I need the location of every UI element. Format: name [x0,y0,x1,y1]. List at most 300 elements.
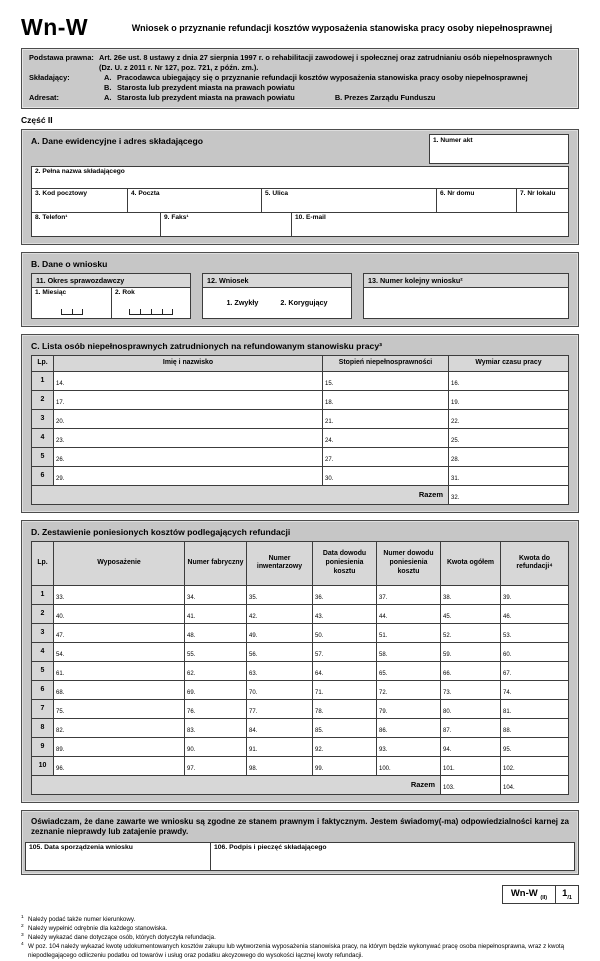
cell-number: 104. [503,784,515,791]
legal-submitter-item-b [99,83,571,93]
input-cell[interactable] [323,428,449,447]
footnote [21,934,579,943]
input-cell[interactable] [54,447,323,466]
table-row [32,447,569,466]
input-cell[interactable] [441,623,501,642]
email-field[interactable] [291,212,569,237]
input-cell[interactable] [54,756,185,775]
input-cell[interactable] [377,623,441,642]
footnote-marker: 1 [21,914,24,920]
fax-field[interactable] [160,212,292,237]
input-cell[interactable] [377,737,441,756]
cell-number: 97. [187,765,196,772]
item-text: Starosta lub prezydent miasta na prawach powiatu [117,82,295,92]
input-cell[interactable] [441,737,501,756]
table-row [32,699,569,718]
input-cell[interactable] [501,680,569,699]
cell-number: 83. [187,727,196,734]
legal-addressee-item-b: B. Prezes Zarządu Funduszu [334,92,436,102]
input-cell[interactable] [441,661,501,680]
row-number-cell: 2 [32,604,54,623]
table-header-row [32,541,569,585]
total-label: Razem [32,485,449,504]
row-number-cell: 1 [32,585,54,604]
row-number-cell: 1 [32,371,54,390]
legal-submitter-label: Składający: [29,72,70,82]
cell-number: 76. [187,708,196,715]
month-digit-comb[interactable] [61,309,83,315]
input-cell[interactable] [247,642,313,661]
legal-info-box [21,48,579,109]
input-cell[interactable] [247,680,313,699]
input-cell[interactable] [313,680,377,699]
table-row [32,718,569,737]
column-header: Data dowodu poniesienia kosztu [313,541,377,585]
section-d-table [31,541,569,795]
input-cell[interactable] [185,699,247,718]
input-cell[interactable] [185,623,247,642]
digit-box [72,309,83,315]
input-cell[interactable] [449,409,569,428]
section-b [21,252,579,327]
table-row [32,409,569,428]
cell-number: 101. [443,765,455,772]
input-cell[interactable] [54,604,185,623]
total-row [32,485,569,504]
row-number-cell: 6 [32,680,54,699]
cell-number: 71. [315,689,324,696]
cell-number: 94. [443,746,452,753]
input-cell[interactable] [449,466,569,485]
input-cell[interactable] [247,585,313,604]
input-cell[interactable] [377,661,441,680]
cell-number: 23. [56,437,65,444]
table-row [32,428,569,447]
input-cell[interactable] [323,371,449,390]
cell-number: 19. [451,399,460,406]
cell-number: 84. [249,727,258,734]
input-cell[interactable] [247,604,313,623]
column-header: Stopień niepełnosprawności [323,355,449,371]
cell-number: 35. [249,594,258,601]
footer-page-number [556,886,578,903]
legal-submitter-item-a [99,73,571,83]
cell-number: 79. [379,708,388,715]
cell-number: 29. [56,475,65,482]
postal-code-field[interactable] [31,188,128,213]
input-cell[interactable] [377,642,441,661]
input-cell[interactable] [54,585,185,604]
input-cell[interactable] [377,604,441,623]
row-number-cell: 2 [32,390,54,409]
input-cell[interactable] [323,390,449,409]
cell-number: 28. [451,456,460,463]
input-cell[interactable] [313,718,377,737]
input-cell[interactable] [441,718,501,737]
application-number-field[interactable] [364,288,568,318]
input-cell[interactable] [185,604,247,623]
cell-number: 103. [443,784,455,791]
footnotes [21,916,579,961]
row-number-cell: 3 [32,409,54,428]
input-cell[interactable] [377,699,441,718]
cell-number: 44. [379,613,388,620]
field-label: 106. Podpis i pieczęć składającego [214,843,327,851]
input-cell[interactable] [54,642,185,661]
month-field[interactable] [32,288,111,318]
input-cell[interactable] [247,718,313,737]
year-digit-comb[interactable] [129,309,173,315]
input-cell[interactable] [323,447,449,466]
cell-number: 89. [56,746,65,753]
input-cell[interactable] [313,604,377,623]
column-header: Lp. [32,355,54,371]
section-b-title: B. Dane o wniosku [31,258,108,269]
field-label: 3. Kod pocztowy [35,189,88,197]
cell-number: 42. [249,613,258,620]
input-cell[interactable] [441,699,501,718]
input-cell[interactable] [441,642,501,661]
digit-box [129,309,140,315]
column-header: Numer inwentarzowy [247,541,313,585]
item-letter: B. [104,82,112,92]
cell-number: 16. [451,380,460,387]
cell-number: 60. [503,651,512,658]
cell-number: 41. [187,613,196,620]
input-cell[interactable] [54,428,323,447]
cell-number: 20. [56,418,65,425]
section-a-header [31,133,569,167]
input-cell[interactable] [501,604,569,623]
cell-number: 33. [56,594,65,601]
input-cell[interactable] [185,680,247,699]
input-cell[interactable] [54,623,185,642]
input-cell[interactable] [313,623,377,642]
table-row [32,642,569,661]
input-cell[interactable] [449,428,569,447]
cell-number: 27. [325,456,334,463]
footnote [21,916,579,925]
input-cell[interactable] [247,737,313,756]
cell-number: 24. [325,437,334,444]
footnote-marker: 4 [21,941,24,947]
input-cell[interactable] [449,371,569,390]
input-cell[interactable] [449,447,569,466]
cell-number: 67. [503,670,512,677]
cell-number: 66. [443,670,452,677]
input-cell[interactable] [441,604,501,623]
cell-number: 31. [451,475,460,482]
digit-box [151,309,162,315]
row-number-cell: 6 [32,466,54,485]
cell-number: 68. [56,689,65,696]
cell-number: 78. [315,708,324,715]
input-cell[interactable] [501,718,569,737]
cell-number: 36. [315,594,324,601]
legal-addressee-row [29,93,571,103]
input-cell[interactable] [313,756,377,775]
reporting-period-box [31,273,191,319]
row-number-cell: 10 [32,756,54,775]
reporting-period-body [32,288,190,318]
phone-field[interactable] [31,212,161,237]
input-cell[interactable] [441,680,501,699]
cell-number: 88. [503,727,512,734]
input-cell[interactable] [247,623,313,642]
signature-field[interactable] [211,843,574,870]
footnote-text: Należy podać także numer kierunkowy. [28,915,136,923]
legal-submitter-content [99,73,571,93]
legal-addressee-label: Adresat: [29,92,59,102]
cell-number: 61. [56,670,65,677]
input-cell[interactable] [54,699,185,718]
form-title: Wniosek o przyznanie refundacji kosztów wyposażenia stanowiska pracy osoby niepełnosprawnej [131,23,553,33]
reporting-period-title: 11. Okres sprawozdawczy [32,274,190,288]
post-office-field[interactable] [127,188,262,213]
footnote-marker: 2 [21,923,24,929]
input-cell[interactable] [185,642,247,661]
column-header: Lp. [32,541,54,585]
footer-box [502,885,579,904]
row-number-cell: 9 [32,737,54,756]
cell-number: 26. [56,456,65,463]
field-label: 8. Telefon¹ [35,213,68,221]
column-header: Numer dowodu poniesienia kosztu [377,541,441,585]
cell-number: 45. [443,613,452,620]
input-cell[interactable] [441,756,501,775]
column-header: Numer fabryczny [185,541,247,585]
cell-number: 69. [187,689,196,696]
section-b-boxes [31,273,569,319]
date-field[interactable] [26,843,211,870]
option-korygujacy[interactable]: 2. Korygujący [280,298,328,308]
cell-number: 38. [443,594,452,601]
cell-number: 96. [56,765,65,772]
spacer [295,93,335,103]
cell-number: 14. [56,380,65,387]
part-label: Część II [21,114,53,125]
field-label: 6. Nr domu [440,189,475,197]
house-number-field[interactable] [436,188,517,213]
field-label: 9. Faks¹ [164,213,189,221]
cell-number: 93. [379,746,388,753]
form-header [21,14,579,41]
cell-number: 102. [503,765,515,772]
declaration-text: Oświadczam, że dane zawarte we wniosku są zgodne ze stanem prawnym i faktycznym. Jestem świadomy(-ma) odpowiedzialności karnej za zeznanie nieprawdy lub zatajenie prawdy. [31,816,569,837]
section-a-title: A. Dane ewidencyjne i adres składającego [31,135,203,146]
cell-number: 49. [249,632,258,639]
input-cell[interactable] [323,409,449,428]
case-number-field[interactable] [429,134,569,164]
input-cell[interactable] [247,756,313,775]
footnote-text: Należy wykazać dane dotyczące osób, których dotyczyła refundacja. [28,933,216,941]
cell-number: 54. [56,651,65,658]
row-number-cell: 5 [32,661,54,680]
item-text: Pracodawca ubiegający się o przyznanie refundacji kosztów wyposażenia stanowiska pracy osoby niepełnosprawnej [117,72,528,82]
input-cell[interactable] [313,585,377,604]
input-cell[interactable] [54,409,323,428]
cell-number: 17. [56,399,65,406]
input-cell[interactable] [449,390,569,409]
total-input-cell[interactable] [501,775,569,794]
input-cell[interactable] [247,661,313,680]
footer-code-sub: (II) [540,894,548,901]
cell-number: 64. [315,670,324,677]
input-cell[interactable] [54,680,185,699]
application-type-title: 12. Wniosek [203,274,351,288]
cell-number: 74. [503,689,512,696]
cell-number: 51. [379,632,388,639]
full-name-field[interactable] [31,166,569,189]
total-row [32,775,569,794]
input-cell[interactable] [185,718,247,737]
column-header: Wyposażenie [54,541,185,585]
total-input-cell[interactable] [449,485,569,504]
input-cell[interactable] [501,661,569,680]
legal-addressee-content [99,93,571,103]
input-cell[interactable] [377,718,441,737]
input-cell[interactable] [501,585,569,604]
total-input-cell[interactable] [441,775,501,794]
legal-basis-line1: Art. 26e ust. 8 ustawy z dnia 27 sierpnia 1997 r. o rehabilitacji zawodowej i społecznej oraz zatrudnianiu osób niepełnosprawnych [99,53,553,62]
input-cell[interactable] [313,699,377,718]
column-header: Kwota ogółem [441,541,501,585]
digit-box [61,309,72,315]
cell-number: 81. [503,708,512,715]
section-c [21,334,579,513]
cell-number: 90. [187,746,196,753]
cell-number: 100. [379,765,391,772]
footer [21,885,579,904]
column-header: Imię i nazwisko [54,355,323,371]
input-cell[interactable] [54,390,323,409]
row-number-cell: 4 [32,428,54,447]
input-cell[interactable] [501,642,569,661]
cell-number: 32. [451,494,460,501]
field-label: 105. Data sporządzenia wniosku [29,843,133,851]
input-cell[interactable] [185,661,247,680]
cell-number: 52. [443,632,452,639]
input-cell[interactable] [54,466,323,485]
address-row [31,189,569,213]
input-cell[interactable] [377,585,441,604]
field-label: 1. Miesiąc [35,288,67,296]
table-row [32,371,569,390]
input-cell[interactable] [54,737,185,756]
column-header: Kwota do refundacji⁴ [501,541,569,585]
cell-number: 34. [187,594,196,601]
input-cell[interactable] [247,699,313,718]
input-cell[interactable] [501,699,569,718]
input-cell[interactable] [377,756,441,775]
cell-number: 55. [187,651,196,658]
cell-number: 46. [503,613,512,620]
table-row [32,756,569,775]
row-number-cell: 3 [32,623,54,642]
table-row [32,680,569,699]
cell-number: 86. [379,727,388,734]
legal-basis-row [29,53,571,73]
cell-number: 58. [379,651,388,658]
cell-number: 37. [379,594,388,601]
input-cell[interactable] [313,642,377,661]
cell-number: 15. [325,380,334,387]
input-cell[interactable] [313,737,377,756]
item-letter: A. [104,92,112,102]
input-cell[interactable] [323,466,449,485]
contact-row [31,213,569,237]
input-cell[interactable] [54,718,185,737]
table-header-row [32,355,569,371]
field-label: 2. Rok [115,288,135,296]
declaration-box [21,810,579,875]
cell-number: 75. [56,708,65,715]
cell-number: 92. [315,746,324,753]
cell-number: 63. [249,670,258,677]
table-row [32,661,569,680]
application-number-title: 13. Numer kolejny wniosku² [364,274,568,288]
year-field[interactable] [111,288,190,318]
cell-number: 50. [315,632,324,639]
footnote-marker: 3 [21,932,24,938]
column-header: Wymiar czasu pracy [449,355,569,371]
input-cell[interactable] [377,680,441,699]
field-label: 1. Numer akt [433,136,473,144]
input-cell[interactable] [54,371,323,390]
full-name-row [31,167,569,189]
field-label: 7. Nr lokalu [520,189,556,197]
option-zwykly[interactable]: 1. Zwykły [226,298,259,308]
row-number-cell: 5 [32,447,54,466]
input-cell[interactable] [185,585,247,604]
input-cell[interactable] [185,756,247,775]
street-field[interactable] [261,188,437,213]
cell-number: 43. [315,613,324,620]
legal-basis-label: Podstawa prawna: [29,53,94,62]
flat-number-field[interactable] [516,188,569,213]
cell-number: 73. [443,689,452,696]
input-cell[interactable] [501,756,569,775]
legal-basis-line2: (Dz. U. z 2011 r. Nr 127, poz. 721, z późn. zm.). [99,62,259,72]
legal-submitter-row [29,73,571,93]
cell-number: 40. [56,613,65,620]
cell-number: 77. [249,708,258,715]
footnote-text: Należy wypełnić odrębnie dla każdego stanowiska. [28,924,168,932]
page-current: 1 [562,887,568,899]
cell-number: 59. [443,651,452,658]
application-type-body [203,288,351,318]
cell-number: 18. [325,399,334,406]
cell-number: 95. [503,746,512,753]
cell-number: 91. [249,746,258,753]
input-cell[interactable] [501,737,569,756]
field-label: 10. E-mail [295,213,326,221]
cell-number: 65. [379,670,388,677]
page-total: /1 [567,894,572,901]
row-number-cell: 7 [32,699,54,718]
footer-form-code [503,886,556,903]
input-cell[interactable] [185,737,247,756]
input-cell[interactable] [54,661,185,680]
table-row [32,585,569,604]
cell-number: 99. [315,765,324,772]
input-cell[interactable] [441,585,501,604]
section-d-title: D. Zestawienie poniesionych kosztów podlegających refundacji [31,526,291,537]
section-a [21,129,579,245]
cell-number: 48. [187,632,196,639]
input-cell[interactable] [313,661,377,680]
input-cell[interactable] [501,623,569,642]
